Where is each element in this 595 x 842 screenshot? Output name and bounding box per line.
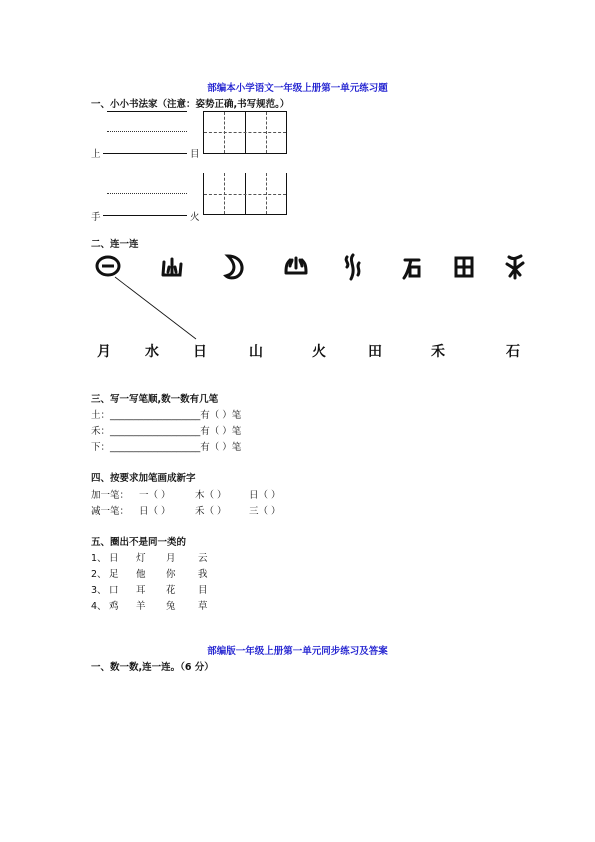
modern-char-huo[interactable]: 火: [312, 344, 326, 360]
row-number: 4、: [91, 601, 107, 612]
char-label-shou: 手: [91, 212, 101, 223]
choice-word[interactable]: 花: [166, 585, 176, 596]
choice-word[interactable]: 羊: [136, 601, 146, 612]
stroke-count[interactable]: 有（ ）笔: [200, 410, 242, 421]
modern-char-shan[interactable]: 山: [249, 344, 263, 360]
section-6-heading: 一、数一数,连一连。（6 分）: [91, 662, 214, 673]
row-number: 2、: [91, 569, 107, 580]
choice-word[interactable]: 足: [109, 569, 119, 580]
char-label-huo: 火: [190, 212, 200, 223]
add-stroke-label: 加一笔：: [91, 490, 130, 501]
stroke-char: 禾：: [91, 426, 111, 437]
char-label-mu: 目: [190, 149, 200, 160]
stroke-count[interactable]: 有（ ）笔: [200, 426, 242, 437]
choice-word[interactable]: 灯: [136, 553, 146, 564]
choice-word[interactable]: 草: [198, 601, 208, 612]
worksheet-title-2: 部编版一年级上册第一单元同步练习及答案: [207, 646, 388, 657]
stroke-char: 下：: [91, 442, 111, 453]
section-3-heading: 三、写一写笔顺,数一数有几笔: [91, 394, 219, 405]
modern-char-ri[interactable]: 日: [193, 344, 207, 360]
modern-char-yue[interactable]: 月: [97, 344, 111, 360]
choice-word[interactable]: 云: [198, 553, 208, 564]
choice-word[interactable]: 鸡: [109, 601, 119, 612]
remove-stroke-label: 减一笔：: [91, 506, 130, 517]
modern-char-tian[interactable]: 田: [368, 344, 382, 360]
odd-one-out-row: [91, 550, 107, 564]
stroke-blank[interactable]: ___________________: [110, 410, 201, 421]
choice-word[interactable]: 他: [136, 569, 146, 580]
add-stroke-item[interactable]: 日（ ）: [249, 490, 281, 501]
choice-word[interactable]: 口: [109, 585, 119, 596]
remove-stroke-item[interactable]: 禾（ ）: [195, 506, 227, 517]
modern-char-shi[interactable]: 石: [506, 344, 520, 360]
stroke-blank[interactable]: ___________________: [110, 426, 201, 437]
choice-word[interactable]: 你: [166, 569, 176, 580]
stroke-count[interactable]: 有（ ）笔: [200, 442, 242, 453]
char-label-shang: 上: [91, 149, 101, 160]
modern-char-shui[interactable]: 水: [145, 344, 159, 360]
choice-word[interactable]: 兔: [166, 601, 176, 612]
row-number: 3、: [91, 585, 107, 596]
add-stroke-item[interactable]: 木（ ）: [195, 490, 227, 501]
choice-word[interactable]: 日: [109, 553, 119, 564]
section-4-heading: 四、按要求加笔画成新字: [91, 473, 196, 484]
stroke-row-he: [91, 423, 241, 437]
section-1-heading: 一、小小书法家（注意：姿势正确,书写规范。）: [91, 99, 290, 110]
stroke-char: 土：: [91, 410, 111, 421]
choice-word[interactable]: 月: [166, 553, 176, 564]
remove-stroke-item[interactable]: 日（ ）: [139, 506, 171, 517]
stroke-blank[interactable]: ___________________: [110, 442, 201, 453]
stroke-row-xia: [91, 439, 241, 453]
worksheet-title: 部编本小学语文一年级上册第一单元练习题: [207, 83, 388, 94]
choice-word[interactable]: 目: [198, 585, 208, 596]
add-stroke-item[interactable]: 一（ ）: [139, 490, 171, 501]
odd-one-out-row: [91, 566, 107, 580]
section-5-heading: 五、圈出不是同一类的: [91, 537, 187, 548]
modern-char-he[interactable]: 禾: [431, 344, 445, 360]
choice-word[interactable]: 我: [198, 569, 208, 580]
remove-stroke-item[interactable]: 三（ ）: [249, 506, 281, 517]
odd-one-out-row: [91, 598, 107, 612]
section-2-heading: 二、连一连: [91, 239, 139, 250]
stroke-row-tu: [91, 407, 241, 421]
choice-word[interactable]: 耳: [136, 585, 146, 596]
odd-one-out-row: [91, 582, 107, 596]
row-number: 1、: [91, 553, 107, 564]
